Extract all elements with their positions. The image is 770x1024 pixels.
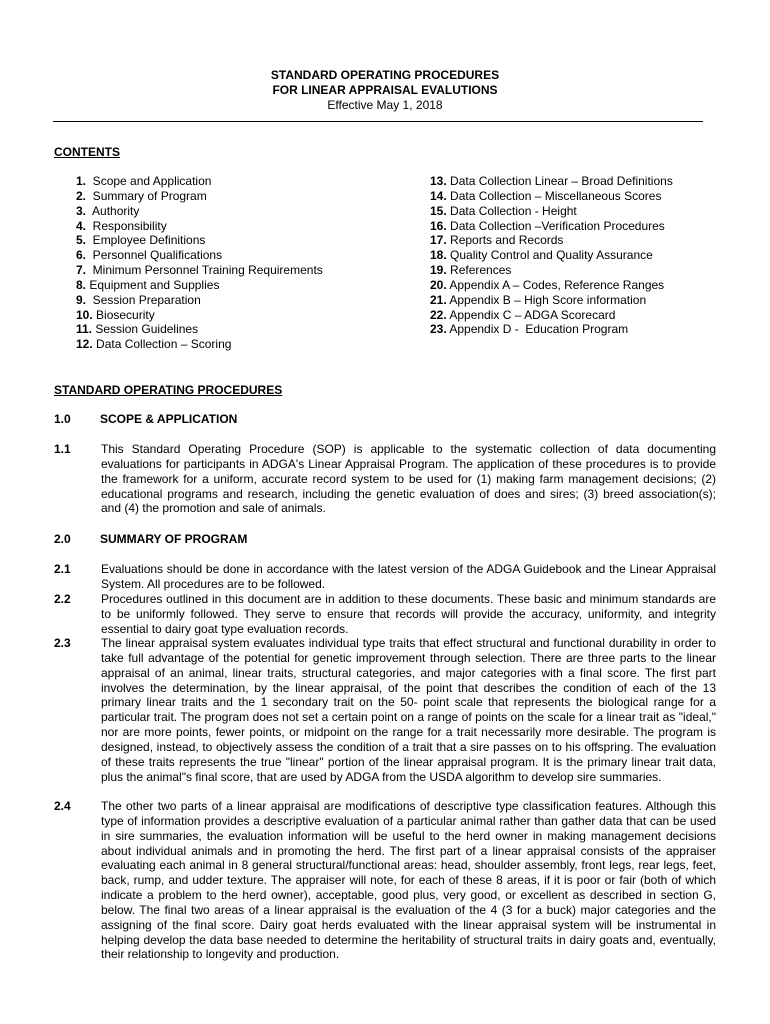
toc-item-number: 17. xyxy=(430,233,447,248)
toc-item xyxy=(76,174,323,189)
paragraph-number: 1.1 xyxy=(54,442,71,456)
toc-item xyxy=(76,263,323,278)
header-divider xyxy=(53,121,703,122)
toc-item xyxy=(76,308,323,323)
toc-item xyxy=(430,293,673,308)
toc-item xyxy=(76,248,323,263)
toc-item-label: Responsibility xyxy=(86,218,167,233)
toc-item-number: 22. xyxy=(430,307,447,322)
toc-item-label: Data Collection – Miscellaneous Scores xyxy=(446,188,662,203)
paragraph-number: 2.4 xyxy=(54,799,71,813)
toc-item-label: Personnel Qualifications xyxy=(86,248,223,263)
paragraph-number: 2.1 xyxy=(54,562,71,576)
paragraph-1-1 xyxy=(54,442,716,516)
toc-item xyxy=(430,278,673,293)
toc-right-column xyxy=(430,174,673,337)
paragraph-text: This Standard Operating Procedure (SOP) is applicable to the systematic collection of data documenting evaluations for participants in ADGA's Linear Appraisal Program. The application of these procedures is to provide the framework for a uniform, accurate record system to be used for (1) making farm management decisions; (2) educational programs and research, including the genetic evaluation of does and sires; (3) breed association(s); and (4) the promotion and sale of animals. xyxy=(101,442,716,516)
toc-item-number: 2. xyxy=(76,188,87,203)
toc-item-number: 7. xyxy=(76,263,87,278)
paragraph-2-1 xyxy=(54,562,716,592)
paragraph-text: Evaluations should be done in accordance with the latest version of the ADGA Guidebook and the Linear Appraisal System. All procedures are to be followed. xyxy=(101,562,716,591)
toc-item xyxy=(76,189,323,204)
toc-item-label: Summary of Program xyxy=(86,188,207,203)
toc-item-number: 8. xyxy=(76,277,87,292)
section-heading-1 xyxy=(54,412,237,426)
toc-item-number: 10. xyxy=(76,307,93,322)
toc-item xyxy=(76,233,323,248)
effective-date: Effective May 1, 2018 xyxy=(327,98,443,112)
paragraph-number: 2.2 xyxy=(54,592,71,606)
toc-item-number: 19. xyxy=(430,263,447,278)
toc-item-number: 6. xyxy=(76,248,87,263)
toc-item-label: Reports and Records xyxy=(446,233,564,248)
toc-item-number: 20. xyxy=(430,277,447,292)
toc-item-label: Appendix B – High Score information xyxy=(446,292,647,307)
toc-item-label: Appendix A – Codes, Reference Ranges xyxy=(446,277,665,292)
toc-item xyxy=(430,219,673,234)
paragraph-2-4 xyxy=(54,799,716,962)
toc-item-number: 1. xyxy=(76,174,87,188)
toc-item xyxy=(76,204,323,219)
paragraph-text: The other two parts of a linear appraisal are modifications of descriptive type classification features. Although this type of information provides a descriptive evaluation of a particular animal rather than gather data that can be used in sire summaries, the evaluation information will be useful to the herd owner in making management decisions about individual animals and in promoting the herd. The first part of a linear appraisal consists of the appraiser evaluating each animal in 8 general structural/functional areas: head, shoulder assembly, front legs, rear legs, feet, back, rump, and udder texture. The appraiser will note, for each of these 8 areas, if it is poor or fair (both of which indicate a problem to the herd owner), acceptable, good plus, very good, or excellent as described in section G, below. The final two areas of a linear appraisal is the evaluation of the 4 (3 for a buck) major categories and the assigning of the final score. Dairy goat herds evaluated with the linear appraisal system will be instrumental in helping develop the data base needed to determine the heritability of structural traits in dairy goats and, eventually, their relationship to longevity and production. xyxy=(101,799,716,962)
document-title-line1: STANDARD OPERATING PROCEDURES xyxy=(270,68,500,82)
paragraph-text: The linear appraisal system evaluates individual type traits that effect structural and functional durability in order to take full advantage of the potential for genetic improvement through selection. There are three parts to the linear appraisal of an animal, linear traits, structural categories, and major categories with a final score. The first part involves the determination, by the linear appraisal, of the point that describes the condition of each of the 13 primary linear traits and the 1 secondary trait on the 50- point scale that represents the biological range for a particular trait. The program does not set a certain point on a range of points on the scale for a linear trait as "ideal," nor are more points, fewer points, or midpoint on the range for a trait necessarily more desirable. The program is designed, instead, to objectively assess the condition of a trait that a sire passes on to his offspring. The evaluation of these traits represents the true "linear" portion of the linear appraisal program. It is the primary linear trait data, plus the animal"s final score, that are used by ADGA from the USDA algorithm to develop sire summaries. xyxy=(101,636,716,784)
toc-item-label: Employee Definitions xyxy=(86,233,206,248)
toc-item xyxy=(430,189,673,204)
paragraph-2-3 xyxy=(54,636,716,784)
toc-item xyxy=(430,248,673,263)
toc-item-number: 3. xyxy=(76,203,87,218)
toc-item-number: 21. xyxy=(430,292,447,307)
toc-item-label: Equipment and Supplies xyxy=(86,277,220,292)
section-title: SUMMARY OF PROGRAM xyxy=(100,532,248,546)
toc-item-label: Data Collection –Verification Procedures xyxy=(446,218,665,233)
contents-heading: CONTENTS xyxy=(54,145,120,159)
toc-item-label: Session Guidelines xyxy=(92,322,199,337)
toc-item xyxy=(430,174,673,189)
toc-item-number: 5. xyxy=(76,233,87,248)
toc-item xyxy=(76,219,323,234)
toc-item-number: 18. xyxy=(430,248,447,263)
document-title-line2: FOR LINEAR APPRAISAL EVALUTIONS xyxy=(272,83,498,97)
section-heading-2 xyxy=(54,532,247,546)
toc-item-label: References xyxy=(446,263,512,278)
toc-item-label: Quality Control and Quality Assurance xyxy=(446,248,653,263)
toc-item-label: Biosecurity xyxy=(92,307,155,322)
toc-item-label: Session Preparation xyxy=(86,292,201,307)
toc-item-label: Data Collection – Scoring xyxy=(92,337,232,352)
toc-item xyxy=(76,293,323,308)
toc-item xyxy=(430,204,673,219)
document-header xyxy=(0,68,770,113)
toc-item xyxy=(430,308,673,323)
toc-item-label: Data Collection - Height xyxy=(446,203,577,218)
toc-left-column xyxy=(76,174,323,352)
toc-item xyxy=(430,322,673,337)
toc-item xyxy=(430,263,673,278)
section-number: 2.0 xyxy=(54,532,71,546)
toc-item-number: 11. xyxy=(76,322,93,337)
toc-item-number: 23. xyxy=(430,322,447,337)
toc-item-label: Appendix C – ADGA Scorecard xyxy=(446,307,616,322)
toc-item-label: Data Collection Linear – Broad Definitions xyxy=(446,174,673,188)
paragraph-number: 2.3 xyxy=(54,636,71,650)
paragraph-2-2 xyxy=(54,592,716,637)
toc-item-label: Appendix D - Education Program xyxy=(446,322,629,337)
sop-heading: STANDARD OPERATING PROCEDURES xyxy=(54,383,283,397)
toc-item-number: 14. xyxy=(430,188,447,203)
toc-item-number: 15. xyxy=(430,203,447,218)
toc-item-number: 4. xyxy=(76,218,87,233)
toc-item-label: Authority xyxy=(86,203,140,218)
section-title: SCOPE & APPLICATION xyxy=(100,412,238,426)
toc-item xyxy=(76,337,323,352)
toc-item xyxy=(76,278,323,293)
toc-item xyxy=(76,322,323,337)
toc-item xyxy=(430,233,673,248)
paragraph-text: Procedures outlined in this document are in addition to these documents. These basic and minimum standards are to be uniformly followed. They serve to ensure that records will provide the accuracy, uniformity, and integrity essential to dairy goat type evaluation records. xyxy=(101,592,716,636)
toc-item-label: Minimum Personnel Training Requirements xyxy=(86,263,323,278)
toc-item-number: 9. xyxy=(76,292,87,307)
toc-item-number: 16. xyxy=(430,218,447,233)
toc-item-number: 12. xyxy=(76,337,93,352)
toc-item-label: Scope and Application xyxy=(86,174,212,188)
section-number: 1.0 xyxy=(54,412,71,426)
toc-item-number: 13. xyxy=(430,174,447,188)
